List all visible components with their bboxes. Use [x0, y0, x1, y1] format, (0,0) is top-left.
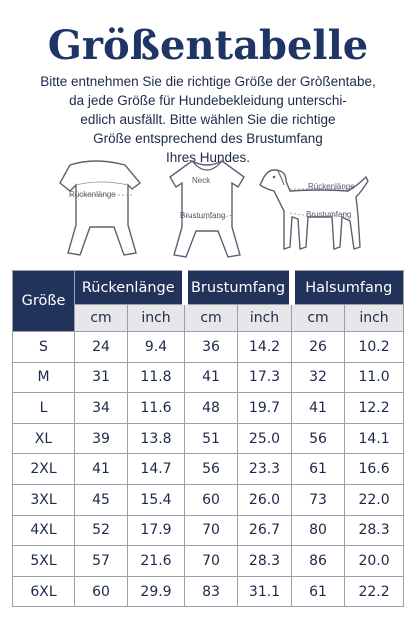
measurement-cell: 10.2: [345, 332, 404, 363]
measurement-cell: 56: [185, 454, 238, 485]
measurement-cell: 36: [185, 332, 238, 363]
description-line: edlich ausfällt. Bitte wählen Sie die richtige: [80, 112, 336, 127]
measurement-cell: 70: [185, 546, 238, 577]
measurement-cell: 26.0: [238, 484, 292, 515]
measurement-cell: 34: [75, 393, 128, 424]
measurement-cell: 24: [75, 332, 128, 363]
chest-label: Brustumfang: [180, 211, 226, 220]
size-cell: 2XL: [13, 454, 75, 485]
size-cell: S: [13, 332, 75, 363]
measurement-cell: 60: [75, 576, 128, 607]
unit-header: inch: [345, 305, 404, 332]
measurement-cell: 14.7: [128, 454, 185, 485]
measurement-cell: 17.9: [128, 515, 185, 546]
measurement-cell: 80: [292, 515, 345, 546]
measurement-cell: 45: [75, 484, 128, 515]
table-row: [13, 454, 404, 485]
measurement-cell: 15.4: [128, 484, 185, 515]
size-column-header: Größe: [13, 271, 75, 332]
size-cell: 6XL: [13, 576, 75, 607]
measurement-cell: 31.1: [238, 576, 292, 607]
size-cell: 3XL: [13, 484, 75, 515]
size-cell: L: [13, 393, 75, 424]
neck-label: Neck: [192, 176, 211, 185]
measurement-cell: 22.2: [345, 576, 404, 607]
table-row: [13, 484, 404, 515]
measurement-cell: 60: [185, 484, 238, 515]
measurement-cell: 11.8: [128, 362, 185, 393]
unit-header: inch: [128, 305, 185, 332]
measurement-cell: 19.7: [238, 393, 292, 424]
measurement-cell: 16.6: [345, 454, 404, 485]
unit-header: cm: [185, 305, 238, 332]
measurement-cell: 20.0: [345, 546, 404, 577]
table-row: [13, 546, 404, 577]
size-cell: 4XL: [13, 515, 75, 546]
unit-header: cm: [292, 305, 345, 332]
dog-back-length-label: Rückenlänge: [308, 182, 355, 191]
description-line: Ihres Hundes.: [165, 150, 251, 165]
measurement-cell: 26: [292, 332, 345, 363]
table-row: [13, 515, 404, 546]
dog-chest-label: Brustumfang: [306, 210, 352, 219]
measurement-cell: 25.0: [238, 423, 292, 454]
measurement-cell: 86: [292, 546, 345, 577]
size-table: [12, 270, 404, 607]
measurement-cell: 41: [185, 362, 238, 393]
description-line: Bitte entnehmen Sie die richtige Größe der Gròßentabe,: [40, 74, 376, 89]
measurement-cell: 56: [292, 423, 345, 454]
measurement-cell: 51: [185, 423, 238, 454]
measurement-cell: 21.6: [128, 546, 185, 577]
page-title: Größentabelle: [47, 22, 369, 69]
measurement-cell: 83: [185, 576, 238, 607]
measurement-cell: 39: [75, 423, 128, 454]
measurement-cell: 12.2: [345, 393, 404, 424]
measurement-cell: 9.4: [128, 332, 185, 363]
measurement-cell: 41: [75, 454, 128, 485]
measurement-cell: 23.3: [238, 454, 292, 485]
measurement-cell: 32: [292, 362, 345, 393]
size-cell: M: [13, 362, 75, 393]
group-header: Rückenlänge: [75, 271, 185, 305]
garment-side-illustration: [40, 155, 160, 260]
measurement-cell: 11.0: [345, 362, 404, 393]
measurement-cell: 70: [185, 515, 238, 546]
measurement-cell: 29.9: [128, 576, 185, 607]
unit-header: inch: [238, 305, 292, 332]
measurement-cell: 28.3: [345, 515, 404, 546]
table-row: [13, 362, 404, 393]
measurement-cell: 13.8: [128, 423, 185, 454]
measurement-cell: 41: [292, 393, 345, 424]
measurement-cell: 28.3: [238, 546, 292, 577]
group-header: Halsumfang: [292, 271, 404, 305]
measurement-cell: 73: [292, 484, 345, 515]
measurement-cell: 17.3: [238, 362, 292, 393]
measurement-cell: 14.2: [238, 332, 292, 363]
group-header: Brustumfang: [185, 271, 292, 305]
table-row: [13, 576, 404, 607]
measurement-cell: 57: [75, 546, 128, 577]
size-cell: 5XL: [13, 546, 75, 577]
measurement-illustrations: [0, 155, 416, 260]
table-body: [13, 332, 404, 607]
measurement-cell: 48: [185, 393, 238, 424]
measurement-cell: 14.1: [345, 423, 404, 454]
table-row: [13, 332, 404, 363]
measurement-cell: 26.7: [238, 515, 292, 546]
measurement-cell: 11.6: [128, 393, 185, 424]
table-header-row: [13, 271, 404, 305]
measurement-cell: 52: [75, 515, 128, 546]
unit-header: cm: [75, 305, 128, 332]
measurement-cell: 61: [292, 576, 345, 607]
description-line: Größe entsprechend des Brustumfang: [93, 131, 323, 146]
description-line: da jede Größe für Hundebekleidung unterschi-: [69, 93, 347, 108]
back-length-label: Rückenlänge: [69, 190, 116, 199]
table-row: [13, 423, 404, 454]
dog-illustration: [250, 155, 380, 260]
measurement-cell: 22.0: [345, 484, 404, 515]
measurement-cell: 31: [75, 362, 128, 393]
measurement-cell: 61: [292, 454, 345, 485]
description: [20, 72, 396, 167]
garment-front-illustration: [152, 155, 262, 260]
size-cell: XL: [13, 423, 75, 454]
table-row: [13, 393, 404, 424]
